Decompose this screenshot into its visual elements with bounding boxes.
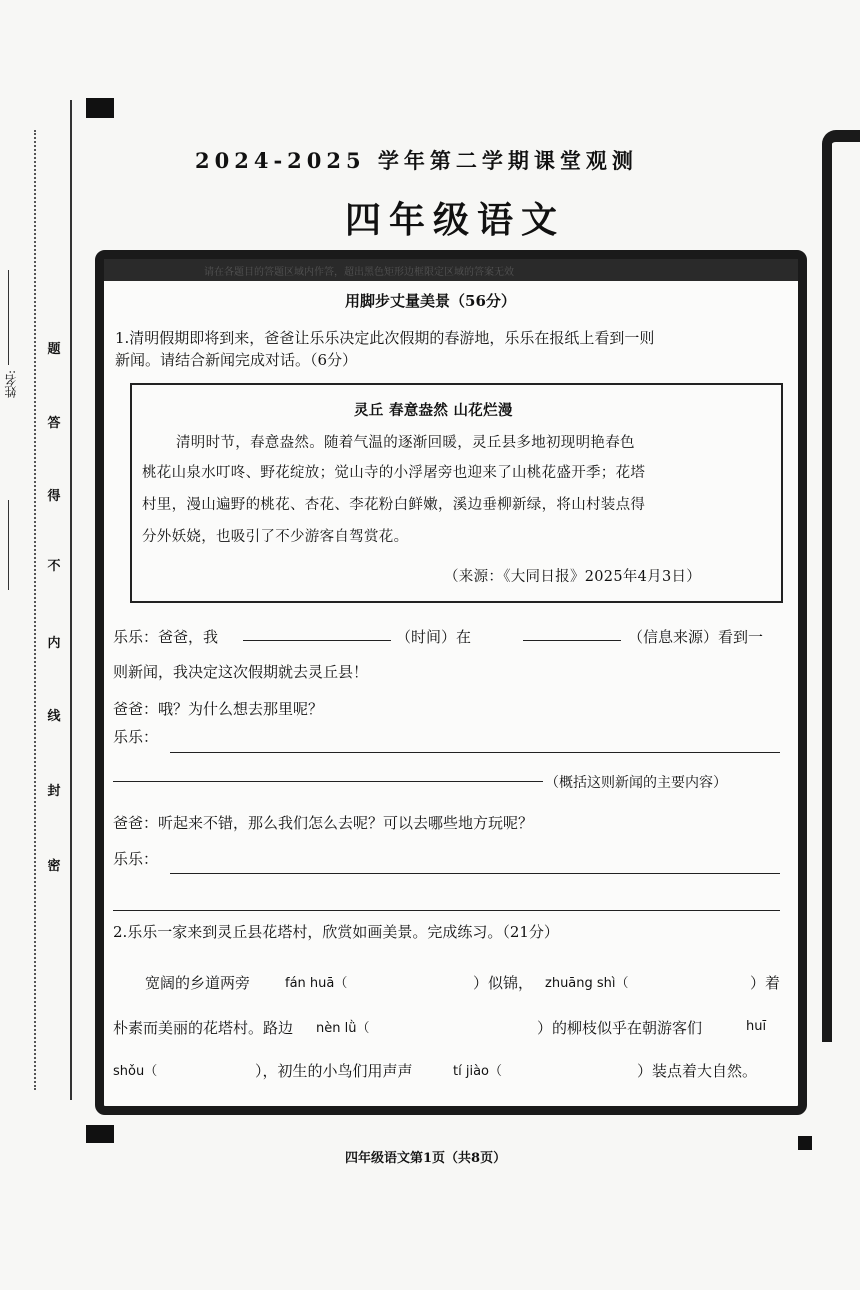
q1-line1: 1.清明假期即将到来，爸爸让乐乐决定此次假期的春游地，乐乐在报纸上看到一则 [115,329,655,347]
q2-p1e: ）着 [750,974,781,992]
q2-p3b: ），初生的小鸟们用声声 [255,1062,413,1080]
news-line-4: 分外妖娆，也吸引了不少游客自驾赏花。 [142,529,409,545]
dialog-l1c: （信息来源）看到一 [628,628,764,646]
dialog-l5: （概括这则新闻的主要内容） [545,775,727,791]
dialog-l4: 乐乐： [113,728,159,746]
binding-char-5: 内 [47,636,61,651]
q2-p3d: ）装点着大自然。 [637,1062,758,1080]
id-underline [8,500,9,590]
q2-pinyin-fanhua: fán huā（ [285,976,348,991]
q2-pinyin-nenlv: nèn lǜ（ [316,1021,370,1036]
news-line-1: 清明时节，春意盎然。随着气温的逐渐回暖，灵丘县多地初现明艳春色 [176,435,635,451]
summary-answer-line-2[interactable] [113,781,543,782]
q2-p2a: 朴素而美丽的花塔村。路边 [113,1019,294,1037]
q2-pinyin-zhuangshi: zhuāng shì（ [545,976,629,991]
binding-char-1: 题 [47,342,61,357]
q2-p1a: 宽阔的乡道两旁 [145,974,251,992]
name-underline [8,270,9,365]
exam-title: 2024-2025 学年第二学期课堂观测 [195,148,638,173]
source-answer-blank[interactable] [523,640,621,641]
q1-line2: 新闻。请结合新闻完成对话。（6分） [115,351,358,369]
frame-note: 请在各题目的答题区域内作答，超出黑色矩形边框限定区域的答案无效 [204,267,514,278]
binding-char-2: 答 [47,416,61,431]
plan-answer-line-1[interactable] [170,873,780,874]
dialog-l1a: 乐乐：爸爸，我 [113,628,219,646]
binding-char-6: 线 [47,709,61,724]
news-line-3: 村里，漫山遍野的桃花、杏花、李花粉白鲜嫩，溪边垂柳新绿，将山村装点得 [142,497,646,513]
binding-char-8: 密 [47,859,61,874]
q2-pinyin-hui: huī [746,1019,767,1034]
q2-pinyin-tijiao: tí jiào（ [453,1064,502,1079]
summary-answer-line-1[interactable] [170,752,780,753]
corner-mark-bottom-left [86,1125,114,1143]
binding-char-3: 得 [47,489,61,504]
dialog-l1b: （时间）在 [396,628,472,646]
dialog-l7: 乐乐： [113,850,159,868]
subject-title: 四年级语文 [345,199,566,241]
answer-frame-header [104,259,798,281]
news-title: 灵丘 春意盎然 山花烂漫 [354,402,513,419]
news-box [130,383,783,603]
dialog-l3: 爸爸：哦？为什么想去那里呢？ [113,700,324,718]
q2-p1c: ）似锦， [473,974,534,992]
dialog-l6: 爸爸：听起来不错，那么我们怎么去呢？可以去哪些地方玩呢？ [113,814,534,832]
plan-answer-line-2[interactable] [113,910,780,911]
binding-dotted-line [34,130,36,1090]
news-source: （来源：《大同日报》2025年4月3日） [444,569,702,585]
time-answer-blank[interactable] [243,640,391,641]
edge-shadow-right [822,130,860,1042]
q2-p2c: ）的柳枝似乎在朝游客们 [537,1019,703,1037]
corner-mark-bottom-right [798,1136,812,1150]
news-line-2: 桃花山泉水叮咚、野花绽放；觉山寺的小浮屠旁也迎来了山桃花盛开季；花塔 [142,465,646,481]
binding-solid-line [70,100,72,1100]
dialog-l2: 则新闻，我决定这次假期就去灵丘县！ [113,663,369,681]
q2-pinyin-shou: shǒu（ [113,1064,158,1079]
section-heading: 用脚步丈量美景（56分） [345,292,516,310]
binding-char-7: 封 [47,784,61,799]
binding-char-4: 不 [47,559,61,574]
page-footer: 四年级语文第1页（共8页） [345,1151,507,1166]
corner-mark-top-left [86,98,114,118]
q2-line1: 2.乐乐一家来到灵丘县花塔村，欣赏如画美景。完成练习。（21分） [113,923,559,941]
name-label: 姓名: [4,370,18,399]
